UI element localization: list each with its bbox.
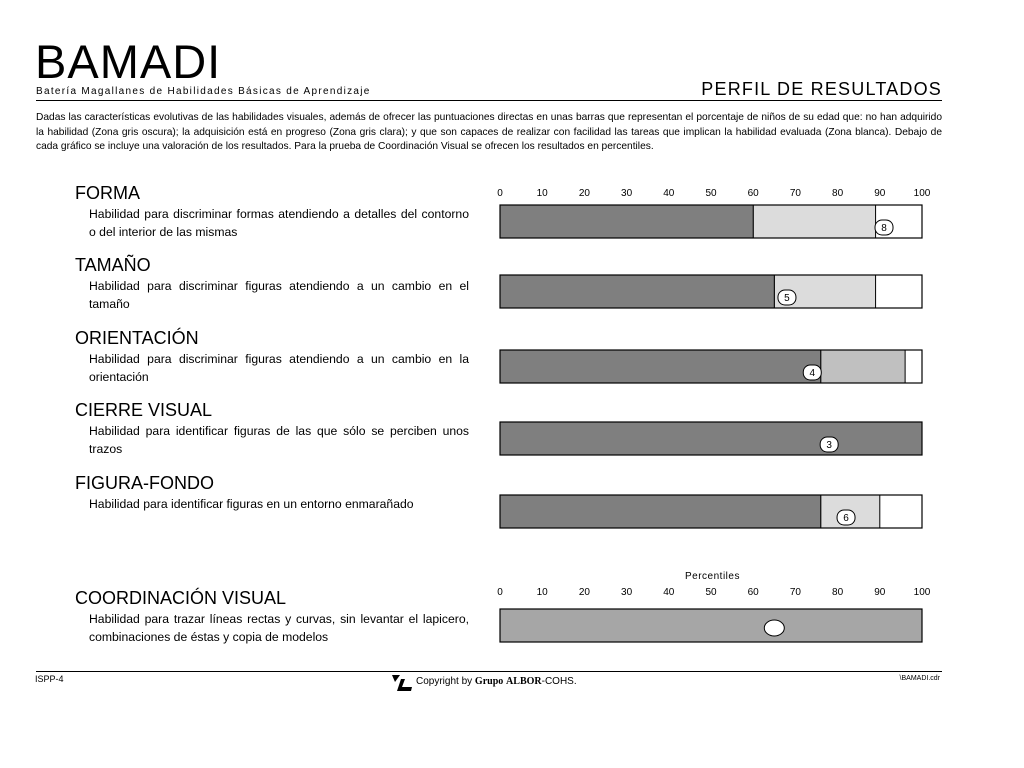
scale-top-label-40: 40 (663, 188, 675, 199)
section-description-cierre-visual: Habilidad para identificar figuras de las que sólo se perciben unos trazos (89, 424, 469, 456)
bar-dark-zone (500, 422, 922, 455)
bar-tamano (500, 275, 922, 308)
section-title-cierre-visual: CIERRE VISUAL (75, 400, 213, 420)
scale-top-label-20: 20 (578, 188, 590, 199)
coordination-bar-fill (500, 609, 922, 642)
scale-top-label-70: 70 (789, 188, 801, 199)
score-value: 3 (826, 440, 832, 451)
section-title-forma: FORMA (75, 183, 140, 203)
bar-figura-fondo (500, 495, 922, 528)
scale-bottom-label-60: 60 (747, 587, 759, 598)
logo-title: BAMADI (35, 35, 222, 88)
footer-code: ISPP-4 (35, 674, 64, 684)
section-description-coordinacion-visual: Habilidad para trazar líneas rectas y curvas, sin levantar el lapicero, combinaciones de éstas y copia de modelos (89, 612, 469, 644)
copyright (416, 676, 577, 687)
albor-logo-icon (391, 673, 413, 693)
copyright-suffix: -COHS. (541, 676, 577, 687)
scale-bottom-label-40: 40 (663, 587, 675, 598)
bar-cierre-visual (500, 422, 922, 455)
bar-dark-zone (500, 205, 753, 238)
scale-bottom-label-50: 50 (705, 587, 717, 598)
logo-subtitle: Batería Magallanes de Habilidades Básicas de Aprendizaje (36, 86, 371, 97)
scale-top-label-60: 60 (747, 188, 759, 199)
score-value: 8 (881, 223, 887, 234)
section-description-tamano: Habilidad para discriminar figuras atendiendo a un cambio en el tamaño (89, 279, 469, 311)
scale-bottom-label-90: 90 (874, 587, 886, 598)
section-description-orientacion: Habilidad para discriminar figuras atendiendo a un cambio en la orientación (89, 352, 469, 384)
scale-bottom-label-30: 30 (621, 587, 633, 598)
scale-top-label-80: 80 (832, 188, 844, 199)
footer-filename: \BAMADI.cdr (899, 675, 940, 682)
score-value: 4 (809, 368, 816, 379)
section-title-orientacion: ORIENTACIÓN (75, 328, 199, 348)
section-title-tamano: TAMAÑO (75, 255, 151, 275)
bar-orientacion (500, 350, 922, 383)
bar-coordinacion-visual (500, 609, 922, 642)
scale-top-label-30: 30 (621, 188, 633, 199)
section-description-forma: Habilidad para discriminar formas atendiendo a detalles del contorno o del interior de las mismas (89, 207, 469, 239)
bar-light-zone (753, 205, 875, 238)
scale-bottom-label-0: 0 (497, 587, 503, 598)
bar-forma (500, 205, 922, 238)
scale-bottom-label-100: 100 (913, 587, 931, 598)
score-value: 6 (843, 513, 849, 524)
copyright-prefix: Copyright by (416, 676, 473, 687)
copyright-grupo: Grupo (474, 676, 504, 687)
percentiles-label: Percentiles (685, 571, 740, 582)
footer-divider (36, 671, 942, 672)
scale-top-label-100: 100 (913, 188, 931, 199)
scale-bottom-label-70: 70 (789, 587, 801, 598)
section-title-coordinacion-visual: COORDINACIÓN VISUAL (75, 588, 287, 608)
scale-bottom-label-20: 20 (578, 587, 590, 598)
scale-top-label-10: 10 (536, 188, 548, 199)
copyright-albor: ALBOR (506, 676, 542, 687)
scale-bottom-label-80: 80 (832, 587, 844, 598)
score-value: 5 (784, 293, 790, 304)
section-title-figura-fondo: FIGURA-FONDO (75, 473, 214, 493)
scale-top-label-90: 90 (874, 188, 886, 199)
bar-dark-zone (500, 275, 774, 308)
scale-bottom-label-10: 10 (536, 587, 548, 598)
scale-top-label-50: 50 (705, 188, 717, 199)
page-title: PERFIL DE RESULTADOS (701, 79, 942, 99)
scale-top-label-0: 0 (497, 188, 503, 199)
bar-light-zone (821, 350, 905, 383)
bar-dark-zone (500, 495, 821, 528)
coordination-marker (764, 620, 784, 636)
bar-dark-zone (500, 350, 821, 383)
section-description-figura-fondo: Habilidad para identificar figuras en un entorno enmarañado (89, 497, 414, 511)
intro-paragraph: Dadas las características evolutivas de las habilidades visuales, además de ofrecer las puntuaciones directas en unas barras que representan el porcentaje de niños de su edad que: no han adquirido la habilidad (Zona gris oscura); la adquisición está en progreso (Zona gris clara); y que son capaces de realizar con facilidad las tareas que implican la habilidad evaluada (Zona blanca). Debajo de cada gráfico se incluye una valoración de los resultados. Para la prueba de Coordinación Visual se ofrecen los resultados en percentiles. (36, 112, 942, 153)
